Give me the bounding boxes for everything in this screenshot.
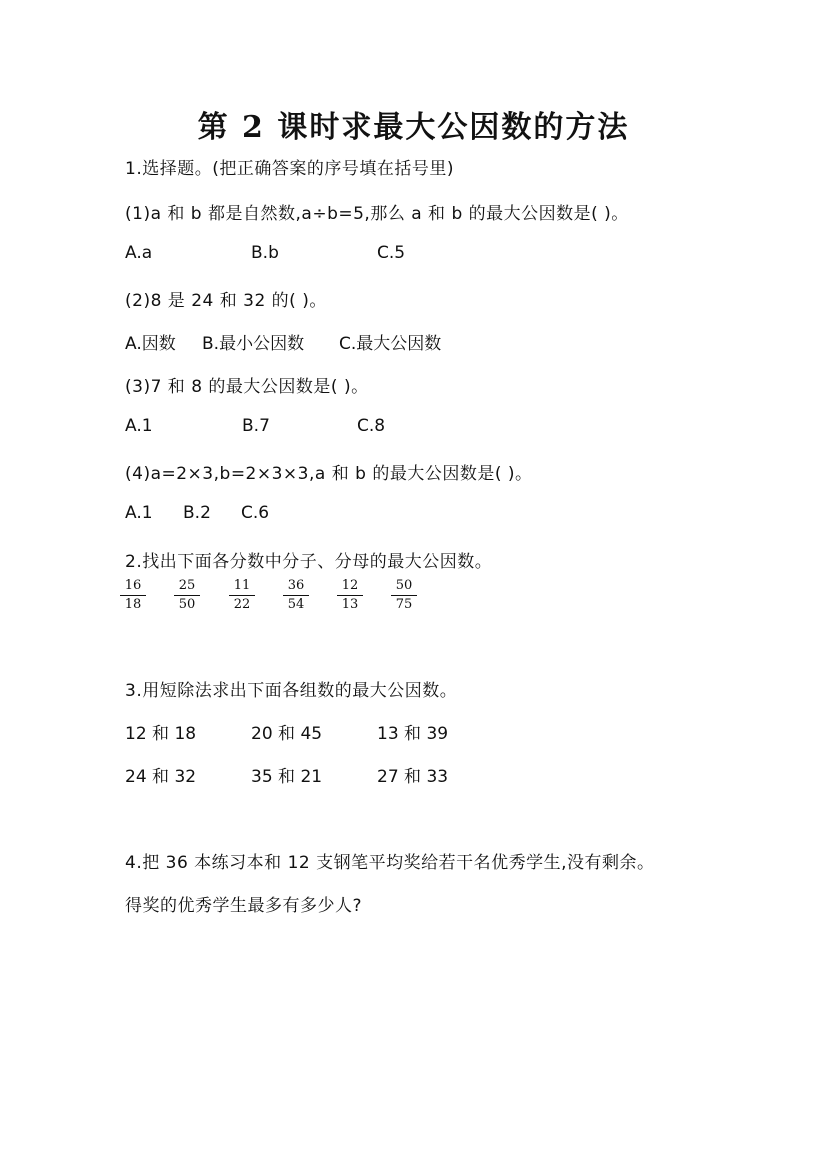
fraction-numerator: 11 [233, 578, 251, 593]
fraction-denominator: 22 [233, 597, 251, 612]
fraction-denominator: 18 [124, 597, 142, 612]
fraction-bar [120, 595, 146, 596]
q1-2-option-a: A.因数 [125, 334, 176, 354]
q1-4-option-b: B.2 [183, 503, 211, 523]
number-pair: 27 和 33 [377, 767, 449, 787]
q1-1-option-c: C.5 [377, 243, 406, 263]
q2-heading: 2.找出下面各分数中分子、分母的最大公因数。 [125, 552, 493, 572]
fraction-bar [229, 595, 255, 596]
number-pair: 24 和 32 [125, 767, 197, 787]
fraction-numerator: 12 [341, 578, 359, 593]
number-pair: 12 和 18 [125, 724, 197, 744]
fraction-bar [174, 595, 200, 596]
fraction [174, 579, 200, 612]
q3-heading: 3.用短除法求出下面各组数的最大公因数。 [125, 681, 458, 701]
q1-4-stem: (4)a=2×3,b=2×3×3,a 和 b 的最大公因数是( )。 [125, 464, 533, 484]
q4-line-2: 得奖的优秀学生最多有多少人? [125, 896, 363, 916]
fraction-denominator: 75 [395, 597, 413, 612]
q1-4-option-a: A.1 [125, 503, 153, 523]
q1-heading: 1.选择题。(把正确答案的序号填在括号里) [125, 159, 454, 179]
fraction-numerator: 50 [395, 578, 413, 593]
fraction [337, 579, 363, 612]
fraction-denominator: 13 [341, 597, 359, 612]
page-title: 第 2 课时求最大公因数的方法 [197, 110, 630, 145]
q1-2-option-c: C.最大公因数 [339, 334, 442, 354]
number-pair: 13 和 39 [377, 724, 449, 744]
q1-4-option-c: C.6 [241, 503, 270, 523]
q4-line-1: 4.把 36 本练习本和 12 支钢笔平均奖给若干名优秀学生,没有剩余。 [125, 853, 655, 873]
fraction [120, 579, 146, 612]
fraction-numerator: 25 [178, 578, 196, 593]
q1-3-option-b: B.7 [242, 416, 270, 436]
q1-1-option-a: A.a [125, 243, 153, 263]
number-pair: 20 和 45 [251, 724, 323, 744]
fraction-bar [391, 595, 417, 596]
fraction [229, 579, 255, 612]
q1-2-stem: (2)8 是 24 和 32 的( )。 [125, 291, 327, 311]
q1-1-option-b: B.b [251, 243, 279, 263]
q1-1-stem: (1)a 和 b 都是自然数,a÷b=5,那么 a 和 b 的最大公因数是( )。 [125, 204, 629, 224]
fraction-bar [283, 595, 309, 596]
fraction-denominator: 54 [287, 597, 305, 612]
fraction-denominator: 50 [178, 597, 196, 612]
number-pair: 35 和 21 [251, 767, 323, 787]
q1-3-stem: (3)7 和 8 的最大公因数是( )。 [125, 377, 369, 397]
q1-3-option-c: C.8 [357, 416, 386, 436]
fraction [391, 579, 417, 612]
fraction [283, 579, 309, 612]
q1-2-option-b: B.最小公因数 [202, 334, 305, 354]
fraction-bar [337, 595, 363, 596]
q1-3-option-a: A.1 [125, 416, 153, 436]
fraction-numerator: 36 [287, 578, 305, 593]
fraction-numerator: 16 [124, 578, 142, 593]
